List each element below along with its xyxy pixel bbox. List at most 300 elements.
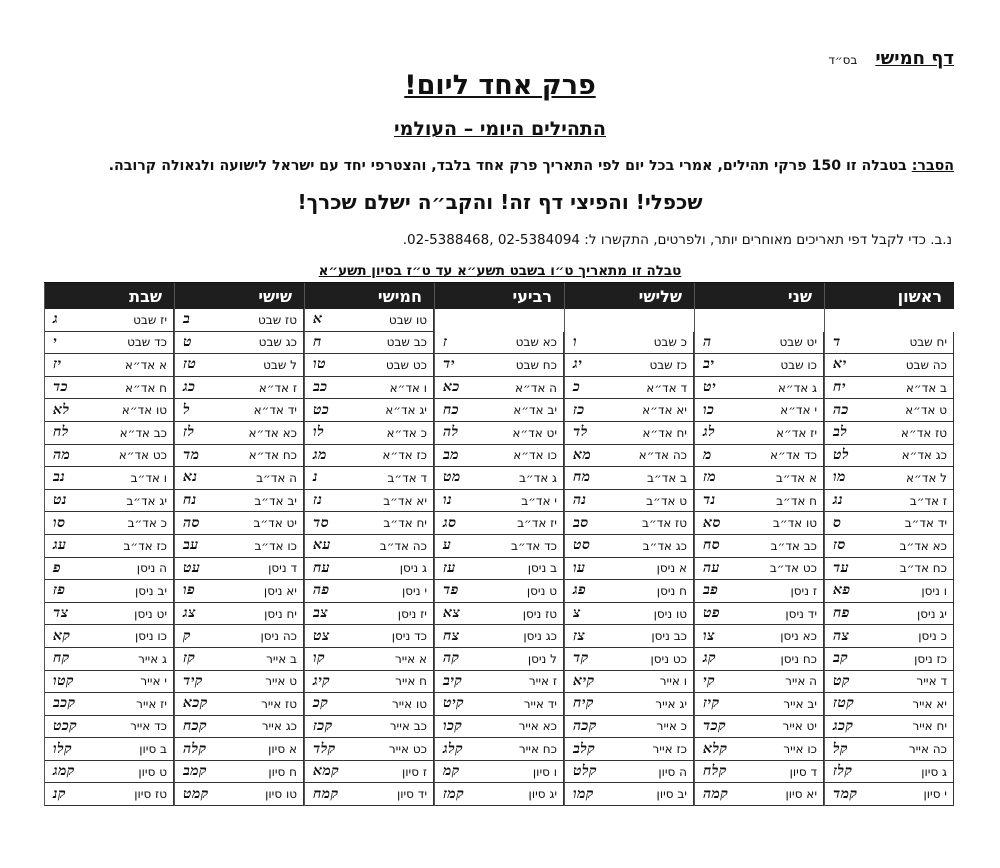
cell-chapter: עג bbox=[53, 537, 67, 554]
cell-chapter: קלט bbox=[573, 763, 597, 780]
cell-date: ב אד״א bbox=[905, 380, 947, 395]
cell-date: כא אד״ב bbox=[899, 538, 947, 553]
cell-date: טז אד״א bbox=[900, 425, 947, 440]
cell-date: טו שבט bbox=[388, 312, 427, 327]
cell-chapter: ק bbox=[183, 627, 191, 644]
cell-chapter: קכא bbox=[183, 695, 208, 712]
schedule-cell bbox=[45, 738, 174, 761]
schedule-cell bbox=[435, 625, 564, 648]
schedule-cell bbox=[305, 783, 434, 806]
bsd-mark: בס״ד bbox=[828, 53, 858, 67]
cell-chapter: נא bbox=[183, 469, 198, 486]
schedule-cell bbox=[305, 399, 434, 422]
schedule-cell bbox=[825, 422, 954, 445]
day-column bbox=[174, 309, 304, 806]
cell-chapter: קלו bbox=[53, 740, 73, 757]
cell-chapter: כב bbox=[313, 379, 328, 396]
cell-chapter: סז bbox=[833, 537, 846, 554]
cell-chapter: קז bbox=[183, 650, 196, 667]
schedule-cell bbox=[435, 512, 564, 535]
cell-chapter: כה bbox=[833, 401, 849, 418]
cell-date: טז שבט bbox=[258, 312, 297, 327]
cell-date: י אד״א bbox=[780, 403, 817, 418]
table-columns bbox=[44, 309, 954, 806]
schedule-cell bbox=[825, 399, 954, 422]
schedule-cell bbox=[435, 738, 564, 761]
cell-date: כד ניסן bbox=[391, 629, 427, 644]
cell-date: י סיון bbox=[923, 787, 947, 802]
cell-date: כח אייר bbox=[518, 742, 557, 757]
cell-date: יד סיון bbox=[396, 787, 427, 802]
schedule-cell bbox=[45, 558, 174, 581]
schedule-cell bbox=[175, 648, 304, 671]
cell-date: יח אייר bbox=[912, 719, 947, 734]
schedule-cell bbox=[435, 332, 564, 355]
cell-date: ח אייר bbox=[395, 674, 427, 689]
schedule-cell bbox=[695, 467, 824, 490]
cell-chapter: קכז bbox=[313, 717, 333, 734]
cell-chapter: עט bbox=[183, 559, 201, 576]
cell-chapter: קו bbox=[313, 650, 326, 667]
schedule-cell bbox=[565, 603, 694, 626]
cell-date: כה אד״א bbox=[638, 448, 687, 463]
schedule-cell bbox=[825, 625, 954, 648]
cell-date: יז אייר bbox=[136, 696, 167, 711]
column-header: ראשון bbox=[824, 283, 954, 309]
schedule-cell bbox=[175, 783, 304, 806]
schedule-cell bbox=[825, 377, 954, 400]
empty-slot bbox=[565, 309, 694, 332]
cell-chapter: טז bbox=[183, 356, 197, 373]
cell-date: כז אייר bbox=[652, 742, 687, 757]
cell-date: יב סיון bbox=[656, 787, 687, 802]
cell-date: כו ניסן bbox=[135, 629, 167, 644]
cell-date: א אד״ב bbox=[775, 470, 817, 485]
cell-chapter: ז bbox=[443, 333, 448, 350]
cell-date: יט אד״א bbox=[512, 425, 557, 440]
schedule-cell bbox=[305, 512, 434, 535]
cell-date: א סיון bbox=[268, 742, 297, 757]
schedule-cell bbox=[565, 693, 694, 716]
cell-chapter: קלא bbox=[703, 740, 728, 757]
cell-date: י ניסן bbox=[401, 583, 427, 598]
explanation-text: בטבלה זו 150 פרקי תהילים, אמרי בכל יום לפי התאריך פרק אחד בלבד, והצטרפי יחד עם ישראל לישועה ולגאולה קרובה. bbox=[108, 158, 912, 174]
schedule-cell bbox=[825, 354, 954, 377]
cell-chapter: ט bbox=[183, 333, 192, 350]
cell-chapter: לח bbox=[53, 424, 69, 441]
schedule-cell bbox=[565, 535, 694, 558]
cell-chapter: עב bbox=[183, 537, 199, 554]
cell-chapter: כג bbox=[183, 379, 196, 396]
cell-chapter: קמו bbox=[573, 785, 594, 802]
schedule-cell bbox=[825, 603, 954, 626]
cell-chapter: י bbox=[53, 333, 58, 350]
schedule-cell bbox=[175, 512, 304, 535]
cell-date: ל ניסן bbox=[527, 651, 557, 666]
cell-chapter: ב bbox=[183, 311, 191, 328]
schedule-cell bbox=[565, 332, 694, 355]
cell-date: ה אייר bbox=[785, 674, 817, 689]
schedule-cell bbox=[695, 580, 824, 603]
cell-date: יא אד״ב bbox=[383, 493, 427, 508]
schedule-cell bbox=[435, 445, 564, 468]
cell-chapter: עד bbox=[833, 559, 850, 576]
schedule-cell bbox=[175, 671, 304, 694]
cell-chapter: מח bbox=[573, 469, 591, 486]
cell-date: כו שבט bbox=[780, 357, 817, 372]
cell-date: כט שבט bbox=[385, 357, 427, 372]
cell-chapter: עח bbox=[313, 559, 331, 576]
schedule-cell bbox=[695, 783, 824, 806]
cell-date: ה סיון bbox=[658, 764, 687, 779]
cell-chapter: צד bbox=[53, 605, 69, 622]
cell-date: כו אד״ב bbox=[254, 538, 297, 553]
cell-chapter: עא bbox=[313, 537, 331, 554]
schedule-cell bbox=[825, 671, 954, 694]
cell-date: א אד״א bbox=[124, 357, 167, 372]
cell-chapter: קלח bbox=[703, 763, 727, 780]
cell-chapter: צט bbox=[313, 627, 330, 644]
schedule-cell bbox=[175, 738, 304, 761]
schedule-cell bbox=[695, 693, 824, 716]
cell-date: כד אד״א bbox=[769, 448, 817, 463]
schedule-cell bbox=[435, 399, 564, 422]
cell-date: ד אד״ב bbox=[387, 470, 427, 485]
cell-chapter: צ bbox=[573, 605, 581, 622]
cell-date: ט אד״א bbox=[905, 403, 947, 418]
cell-chapter: קד bbox=[573, 650, 589, 667]
cell-chapter: סה bbox=[183, 514, 201, 531]
cell-chapter: יד bbox=[443, 356, 455, 373]
cell-chapter: קלז bbox=[833, 763, 853, 780]
schedule-cell bbox=[175, 399, 304, 422]
cell-chapter: יא bbox=[833, 356, 847, 373]
cell-chapter: פא bbox=[833, 582, 851, 599]
cell-date: ג אד״א bbox=[777, 380, 817, 395]
cell-chapter: צב bbox=[313, 605, 329, 622]
schedule-cell bbox=[825, 580, 954, 603]
cell-date: כב אד״א bbox=[119, 425, 167, 440]
schedule-cell bbox=[435, 783, 564, 806]
contact-note: נ.ב. כדי לקבל דפי תאריכים מאוחרים יותר, ולפרטים, התקשרו ל: 02-5384094 ,02-5388468. bbox=[402, 232, 952, 248]
cell-chapter: קיד bbox=[183, 672, 203, 689]
cell-chapter: מג bbox=[313, 446, 327, 463]
cell-chapter: נח bbox=[183, 492, 197, 509]
cell-date: כא אייר bbox=[518, 719, 557, 734]
cell-date: טו אייר bbox=[391, 696, 427, 711]
schedule-cell bbox=[565, 422, 694, 445]
day-column bbox=[434, 309, 564, 806]
cell-date: כג ניסן bbox=[523, 629, 557, 644]
cell-chapter: מא bbox=[573, 446, 592, 463]
cell-chapter: קיח bbox=[573, 695, 594, 712]
schedule-cell bbox=[435, 580, 564, 603]
cell-date: ז אד״ב bbox=[909, 493, 947, 508]
cell-date: יא ניסן bbox=[263, 583, 297, 598]
cell-chapter: ל bbox=[183, 401, 191, 418]
cell-chapter: קי bbox=[703, 672, 716, 689]
schedule-cell bbox=[435, 490, 564, 513]
schedule-cell bbox=[695, 490, 824, 513]
cell-date: יד אייר bbox=[523, 696, 557, 711]
cell-chapter: קל bbox=[833, 740, 849, 757]
cell-chapter: נז bbox=[313, 492, 323, 509]
cell-date: ז אד״א bbox=[258, 380, 297, 395]
cell-date: כ אד״א bbox=[386, 425, 427, 440]
cell-date: כב ניסן bbox=[651, 629, 687, 644]
cell-date: יג אד״ב bbox=[126, 493, 167, 508]
cell-date: כא ניסן bbox=[780, 629, 817, 644]
empty-slot bbox=[825, 309, 954, 332]
cell-chapter: קיג bbox=[313, 672, 331, 689]
cell-date: כח ניסן bbox=[780, 651, 817, 666]
cell-chapter: פד bbox=[443, 582, 459, 599]
cell-date: כ ניסן bbox=[918, 629, 947, 644]
cell-chapter: קכה bbox=[573, 717, 597, 734]
schedule-cell bbox=[305, 738, 434, 761]
schedule-cell bbox=[305, 625, 434, 648]
cell-date: כט אד״ב bbox=[769, 561, 817, 576]
page-subtitle: התהילים היומי – העולמי bbox=[394, 118, 606, 140]
day-column bbox=[694, 309, 824, 806]
cell-date: ג סיון bbox=[921, 764, 947, 779]
schedule-cell bbox=[435, 377, 564, 400]
schedule-cell bbox=[565, 512, 694, 535]
cell-chapter: כט bbox=[313, 401, 330, 418]
cell-date: יח אד״ב bbox=[383, 516, 427, 531]
cell-chapter: סב bbox=[573, 514, 589, 531]
schedule-cell bbox=[435, 761, 564, 784]
cell-date: ז ניסן bbox=[790, 583, 817, 598]
schedule-cell bbox=[45, 693, 174, 716]
schedule-cell bbox=[565, 761, 694, 784]
cell-date: ו סיון bbox=[532, 764, 557, 779]
schedule-cell bbox=[825, 467, 954, 490]
cell-chapter: קכו bbox=[443, 717, 463, 734]
cell-chapter: לד bbox=[573, 424, 588, 441]
schedule-cell bbox=[45, 671, 174, 694]
cell-date: כב אייר bbox=[389, 719, 427, 734]
schedule-cell bbox=[695, 558, 824, 581]
schedule-cell bbox=[565, 580, 694, 603]
cell-date: טו סיון bbox=[265, 787, 297, 802]
cell-chapter: נד bbox=[703, 492, 716, 509]
cell-chapter: קלה bbox=[183, 740, 207, 757]
cell-chapter: יז bbox=[53, 356, 62, 373]
schedule-cell bbox=[45, 648, 174, 671]
schedule-cell bbox=[695, 445, 824, 468]
cell-date: יד ניסן bbox=[785, 606, 817, 621]
cell-chapter: קלב bbox=[573, 740, 596, 757]
cell-date: א אייר bbox=[395, 651, 427, 666]
cell-date: טז ניסן bbox=[522, 606, 557, 621]
schedule-cell bbox=[175, 309, 304, 332]
schedule-cell bbox=[45, 512, 174, 535]
cell-chapter: ג bbox=[53, 311, 59, 328]
cell-date: כג אייר bbox=[261, 719, 297, 734]
cell-chapter: נה bbox=[573, 492, 587, 509]
cell-date: כט ניסן bbox=[650, 651, 687, 666]
schedule-cell bbox=[45, 603, 174, 626]
cell-chapter: פה bbox=[313, 582, 330, 599]
cell-chapter: קלג bbox=[443, 740, 464, 757]
schedule-cell bbox=[305, 761, 434, 784]
cell-chapter: נ bbox=[313, 469, 319, 486]
schedule-cell bbox=[695, 625, 824, 648]
cell-chapter: קמד bbox=[833, 785, 858, 802]
cell-date: יט שבט bbox=[779, 335, 817, 350]
cell-date: טז אד״ב bbox=[642, 516, 687, 531]
schedule-cell bbox=[305, 671, 434, 694]
cell-date: טו אד״א bbox=[121, 403, 167, 418]
schedule-cell bbox=[435, 716, 564, 739]
cell-date: ג אייר bbox=[138, 651, 167, 666]
cell-date: טז אייר bbox=[261, 696, 297, 711]
schedule-cell bbox=[45, 783, 174, 806]
cell-chapter: סד bbox=[313, 514, 330, 531]
schedule-cell bbox=[45, 535, 174, 558]
cell-chapter: ס bbox=[833, 514, 842, 531]
page-label: דף חמישי bbox=[875, 48, 954, 69]
cell-date: ח סיון bbox=[268, 764, 297, 779]
schedule-cell bbox=[305, 558, 434, 581]
cell-chapter: פג bbox=[573, 582, 587, 599]
cell-chapter: קטז bbox=[833, 695, 855, 712]
cell-chapter: קיז bbox=[703, 695, 720, 712]
cell-chapter: כח bbox=[443, 401, 460, 418]
explanation-label: הסבר: bbox=[911, 158, 954, 174]
cell-chapter: מ bbox=[703, 446, 712, 463]
cell-date: יח שבט bbox=[909, 335, 947, 350]
cell-chapter: סא bbox=[703, 514, 721, 531]
cell-date: ז אייר bbox=[528, 674, 557, 689]
schedule-cell bbox=[45, 354, 174, 377]
schedule-cell bbox=[305, 648, 434, 671]
schedule-cell bbox=[305, 580, 434, 603]
schedule-cell bbox=[175, 490, 304, 513]
cell-chapter: עז bbox=[443, 559, 456, 576]
cell-date: כז אד״א bbox=[382, 448, 427, 463]
cell-chapter: קמב bbox=[183, 763, 208, 780]
cell-chapter: מה bbox=[53, 446, 71, 463]
cell-date: ב ניסן bbox=[527, 561, 557, 576]
cell-date: כה אד״ב bbox=[379, 538, 427, 553]
cell-date: כח שבט bbox=[515, 357, 557, 372]
cell-chapter: נג bbox=[833, 492, 844, 509]
schedule-cell bbox=[45, 377, 174, 400]
cell-date: יב ניסן bbox=[135, 583, 167, 598]
cell-date: יג סיון bbox=[528, 787, 557, 802]
cell-date: טו אד״ב bbox=[772, 516, 817, 531]
cell-date: יג אד״א bbox=[385, 403, 427, 418]
cell-chapter: לא bbox=[53, 401, 70, 418]
schedule-cell bbox=[565, 716, 694, 739]
cell-date: יז אד״א bbox=[776, 425, 817, 440]
schedule-cell bbox=[565, 445, 694, 468]
schedule-cell bbox=[825, 693, 954, 716]
cell-chapter: צו bbox=[703, 627, 715, 644]
cell-chapter: פ bbox=[53, 559, 62, 576]
cell-chapter: פט bbox=[703, 605, 721, 622]
schedule-cell bbox=[175, 558, 304, 581]
schedule-cell bbox=[305, 377, 434, 400]
schedule-cell bbox=[45, 422, 174, 445]
cell-date: ג אד״ב bbox=[518, 470, 557, 485]
schedule-cell bbox=[435, 422, 564, 445]
cell-date: כד אייר bbox=[130, 719, 167, 734]
schedule-cell bbox=[45, 445, 174, 468]
cell-chapter: קמ bbox=[443, 763, 460, 780]
cell-date: יג אייר bbox=[655, 696, 687, 711]
schedule-cell bbox=[695, 603, 824, 626]
cell-chapter: מט bbox=[443, 469, 461, 486]
cell-chapter: סו bbox=[53, 514, 66, 531]
cell-chapter: כו bbox=[703, 401, 715, 418]
cell-date: כג שבט bbox=[258, 335, 297, 350]
schedule-cell bbox=[695, 399, 824, 422]
cell-date: ה אד״א bbox=[515, 380, 557, 395]
cell-chapter: קמט bbox=[183, 785, 209, 802]
cell-chapter: קמח bbox=[313, 785, 339, 802]
schedule-cell bbox=[305, 354, 434, 377]
cell-date: ז סיון bbox=[402, 764, 427, 779]
cell-chapter: נב bbox=[53, 469, 66, 486]
cell-date: כד אד״ב bbox=[511, 538, 557, 553]
cell-chapter: קכט bbox=[53, 717, 78, 734]
empty-slot bbox=[695, 309, 824, 332]
day-column bbox=[824, 309, 954, 806]
cell-date: יא אייר bbox=[912, 696, 947, 711]
cell-date: כט אייר bbox=[388, 742, 427, 757]
schedule-cell bbox=[825, 648, 954, 671]
explanation bbox=[42, 158, 954, 174]
schedule-cell bbox=[175, 445, 304, 468]
cell-date: ה ניסן bbox=[136, 561, 167, 576]
column-header: שני bbox=[694, 283, 824, 309]
day-column bbox=[564, 309, 694, 806]
cell-chapter: קב bbox=[833, 650, 849, 667]
schedule-cell bbox=[435, 467, 564, 490]
cell-date: ט אייר bbox=[265, 674, 297, 689]
column-header: חמישי bbox=[304, 283, 434, 309]
schedule-cell bbox=[825, 535, 954, 558]
schedule-cell bbox=[435, 693, 564, 716]
cell-date: ו אד״ב bbox=[130, 470, 167, 485]
cell-date: ב אד״ב bbox=[647, 470, 687, 485]
schedule-cell bbox=[695, 422, 824, 445]
cell-date: כו אד״א bbox=[513, 448, 557, 463]
cell-chapter: קכב bbox=[53, 695, 76, 712]
schedule-cell bbox=[45, 761, 174, 784]
schedule-cell bbox=[565, 738, 694, 761]
cell-chapter: יג bbox=[573, 356, 583, 373]
cell-chapter: עו bbox=[573, 559, 586, 576]
cell-chapter: לט bbox=[833, 446, 850, 463]
schedule-cell bbox=[175, 377, 304, 400]
cell-chapter: קג bbox=[703, 650, 717, 667]
cell-date: יז אד״ב bbox=[517, 516, 557, 531]
cell-chapter: מז bbox=[703, 469, 717, 486]
cell-date: כז ניסן bbox=[914, 651, 947, 666]
cell-chapter: כ bbox=[573, 379, 581, 396]
cell-date: ל שבט bbox=[263, 357, 297, 372]
cell-chapter: נו bbox=[443, 492, 453, 509]
schedule-cell bbox=[45, 490, 174, 513]
cell-chapter: קיב bbox=[443, 672, 463, 689]
cell-chapter: פז bbox=[53, 582, 66, 599]
day-column bbox=[44, 309, 174, 806]
schedule-cell bbox=[695, 354, 824, 377]
